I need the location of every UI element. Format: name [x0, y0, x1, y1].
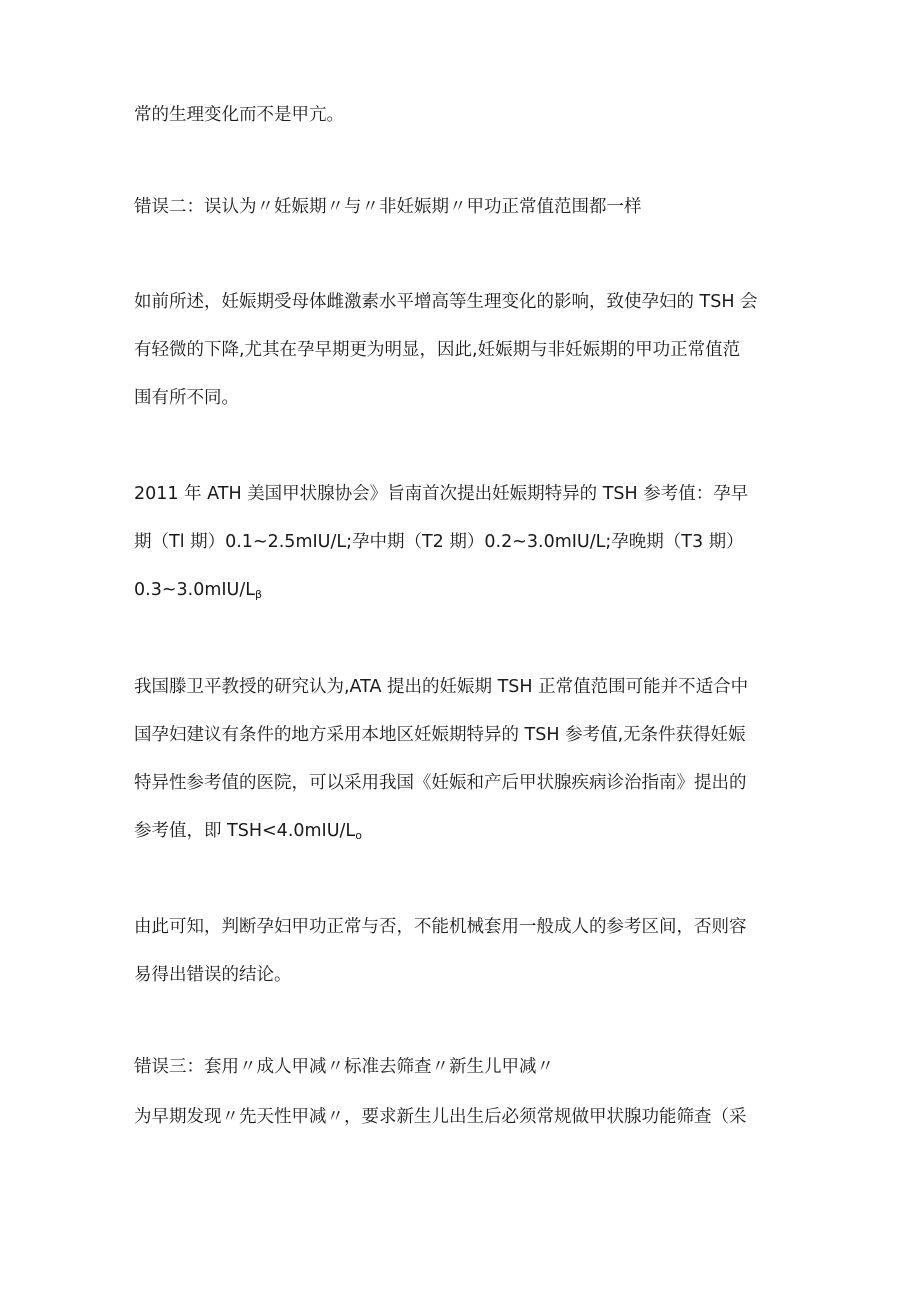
text-line: 期（Tl 期）0.1~2.5mIU/L;孕中期（T2 期）0.2~3.0mIU/L;孕晚期（T3 期） — [134, 532, 744, 552]
paragraph-conclusion — [134, 903, 792, 999]
text-line: 我国滕卫平教授的研究认为,ATA 提出的妊娠期 TSH 正常值范围可能并不适合中 — [134, 677, 749, 697]
text-line: 2011 年 ATH 美国甲状腺协会》旨南首次提出妊娠期特异的 TSH 参考值：孕早 — [134, 484, 749, 504]
paragraph-chinese-guideline — [134, 663, 792, 860]
text-main: 参考值，即 TSH<4.0mIU/L — [134, 821, 356, 841]
paragraph-hyperthyroid-conclusion — [134, 91, 792, 139]
text-line — [134, 807, 792, 860]
text-subscript: o — [355, 829, 362, 842]
paragraph-ata-reference-values — [134, 470, 792, 619]
text-line: 围有所不同。 — [134, 388, 239, 408]
text-line: 错误三：套用〃成人甲减〃标准去筛查〃新生儿甲减〃 — [134, 1057, 554, 1077]
paragraph-pregnancy-tsh-change — [134, 278, 792, 422]
text-line: 国孕妇建议有条件的地方采用本地区妊娠期特异的 TSH 参考值,无条件获得妊娠 — [134, 725, 746, 745]
text-main: 0.3~3.0mIU/L — [134, 580, 255, 600]
text-subscript: β — [255, 588, 263, 601]
text-line: 错误二：误认为〃妊娠期〃与〃非妊娠期〃甲功正常值范围都一样 — [134, 197, 642, 217]
paragraph-newborn-screening — [134, 1093, 792, 1141]
text-line: 常的生理变化而不是甲亢。 — [134, 105, 344, 125]
text-line: 特异性参考值的医院，可以采用我国《妊娠和产后甲状腺疾病诊治指南》提出的 — [134, 773, 747, 793]
text-line: 为早期发现〃先天性甲减〃，要求新生儿出生后必须常规做甲状腺功能筛查（采 — [134, 1107, 747, 1127]
text-line: 有轻微的下降,尤其在孕早期更为明显，因此,妊娠期与非妊娠期的甲功正常值范 — [134, 340, 741, 360]
text-line: 易得出错误的结论。 — [134, 965, 292, 985]
text-line: 由此可知，判断孕妇甲功正常与否，不能机械套用一般成人的参考区间，否则容 — [134, 917, 747, 937]
text-line — [134, 566, 792, 619]
heading-error-three — [134, 1043, 792, 1091]
text-line: 如前所述，妊娠期受母体雌激素水平增高等生理变化的影响，致使孕妇的 TSH 会 — [134, 292, 758, 312]
heading-error-two — [134, 183, 792, 231]
